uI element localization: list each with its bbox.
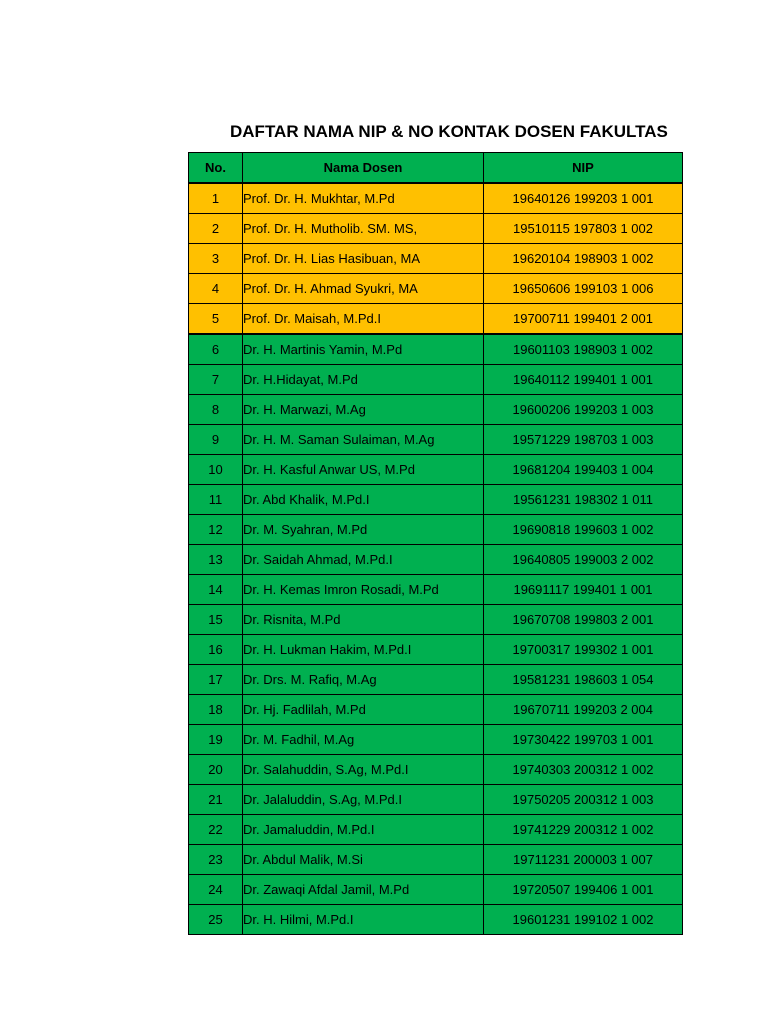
lecturer-nip: 19691117 199401 1 001 xyxy=(484,575,683,605)
table-row xyxy=(189,905,683,935)
lecturer-name: Dr. H. Hilmi, M.Pd.I xyxy=(243,905,484,935)
table-row xyxy=(189,575,683,605)
lecturer-nip: 19720507 199406 1 001 xyxy=(484,875,683,905)
lecturer-table xyxy=(188,152,683,935)
table-row xyxy=(189,304,683,335)
lecturer-nip: 19601103 198903 1 002 xyxy=(484,334,683,365)
table-row xyxy=(189,214,683,244)
row-number: 15 xyxy=(189,605,243,635)
row-number: 22 xyxy=(189,815,243,845)
table-row xyxy=(189,244,683,274)
lecturer-name: Dr. Zawaqi Afdal Jamil, M.Pd xyxy=(243,875,484,905)
row-number: 13 xyxy=(189,545,243,575)
table-row xyxy=(189,545,683,575)
row-number: 24 xyxy=(189,875,243,905)
lecturer-nip: 19681204 199403 1 004 xyxy=(484,455,683,485)
row-number: 10 xyxy=(189,455,243,485)
row-number: 19 xyxy=(189,725,243,755)
lecturer-name: Prof. Dr. H. Ahmad Syukri, MA xyxy=(243,274,484,304)
row-number: 18 xyxy=(189,695,243,725)
table-row xyxy=(189,455,683,485)
table-row xyxy=(189,695,683,725)
lecturer-name: Dr. H. Martinis Yamin, M.Pd xyxy=(243,334,484,365)
table-body xyxy=(189,183,683,935)
lecturer-name: Dr. H.Hidayat, M.Pd xyxy=(243,365,484,395)
lecturer-name: Dr. Saidah Ahmad, M.Pd.I xyxy=(243,545,484,575)
table-row xyxy=(189,845,683,875)
lecturer-nip: 19620104 198903 1 002 xyxy=(484,244,683,274)
lecturer-name: Dr. Hj. Fadlilah, M.Pd xyxy=(243,695,484,725)
table-row xyxy=(189,665,683,695)
row-number: 21 xyxy=(189,785,243,815)
lecturer-name: Dr. Salahuddin, S.Ag, M.Pd.I xyxy=(243,755,484,785)
table-row xyxy=(189,183,683,214)
row-number: 2 xyxy=(189,214,243,244)
lecturer-nip: 19640805 199003 2 002 xyxy=(484,545,683,575)
lecturer-name: Dr. H. Marwazi, M.Ag xyxy=(243,395,484,425)
table-row xyxy=(189,485,683,515)
table-row xyxy=(189,425,683,455)
table-row xyxy=(189,875,683,905)
table-row xyxy=(189,755,683,785)
lecturer-nip: 19561231 198302 1 011 xyxy=(484,485,683,515)
table-row xyxy=(189,274,683,304)
lecturer-name: Prof. Dr. Maisah, M.Pd.I xyxy=(243,304,484,335)
lecturer-name: Dr. Risnita, M.Pd xyxy=(243,605,484,635)
table-row xyxy=(189,785,683,815)
lecturer-name: Dr. Abdul Malik, M.Si xyxy=(243,845,484,875)
lecturer-name: Prof. Dr. H. Mukhtar, M.Pd xyxy=(243,183,484,214)
row-number: 9 xyxy=(189,425,243,455)
row-number: 12 xyxy=(189,515,243,545)
row-number: 1 xyxy=(189,183,243,214)
lecturer-name: Dr. H. M. Saman Sulaiman, M.Ag xyxy=(243,425,484,455)
table-row xyxy=(189,635,683,665)
lecturer-name: Dr. H. Kemas Imron Rosadi, M.Pd xyxy=(243,575,484,605)
page-title: DAFTAR NAMA NIP & NO KONTAK DOSEN FAKULTAS xyxy=(230,122,668,141)
lecturer-name: Dr. H. Kasful Anwar US, M.Pd xyxy=(243,455,484,485)
table-row xyxy=(189,725,683,755)
row-number: 17 xyxy=(189,665,243,695)
lecturer-name: Dr. Jalaluddin, S.Ag, M.Pd.I xyxy=(243,785,484,815)
row-number: 16 xyxy=(189,635,243,665)
lecturer-nip: 19670708 199803 2 001 xyxy=(484,605,683,635)
table-header-row xyxy=(189,153,683,184)
lecturer-name: Prof. Dr. H. Lias Hasibuan, MA xyxy=(243,244,484,274)
lecturer-nip: 19650606 199103 1 006 xyxy=(484,274,683,304)
row-number: 23 xyxy=(189,845,243,875)
row-number: 20 xyxy=(189,755,243,785)
lecturer-nip: 19730422 199703 1 001 xyxy=(484,725,683,755)
lecturer-name: Dr. Abd Khalik, M.Pd.I xyxy=(243,485,484,515)
header-nip: NIP xyxy=(484,153,683,184)
lecturer-name: Dr. H. Lukman Hakim, M.Pd.I xyxy=(243,635,484,665)
row-number: 5 xyxy=(189,304,243,335)
lecturer-nip: 19740303 200312 1 002 xyxy=(484,755,683,785)
lecturer-nip: 19510115 197803 1 002 xyxy=(484,214,683,244)
lecturer-nip: 19741229 200312 1 002 xyxy=(484,815,683,845)
table-row xyxy=(189,365,683,395)
header-no: No. xyxy=(189,153,243,184)
lecturer-name: Dr. Jamaluddin, M.Pd.I xyxy=(243,815,484,845)
lecturer-name: Dr. M. Syahran, M.Pd xyxy=(243,515,484,545)
lecturer-nip: 19581231 198603 1 054 xyxy=(484,665,683,695)
table-row xyxy=(189,605,683,635)
table-row xyxy=(189,815,683,845)
table-row xyxy=(189,395,683,425)
row-number: 4 xyxy=(189,274,243,304)
row-number: 6 xyxy=(189,334,243,365)
row-number: 14 xyxy=(189,575,243,605)
lecturer-name: Dr. Drs. M. Rafiq, M.Ag xyxy=(243,665,484,695)
lecturer-nip: 19700317 199302 1 001 xyxy=(484,635,683,665)
table-row xyxy=(189,515,683,545)
header-name: Nama Dosen xyxy=(243,153,484,184)
lecturer-nip: 19670711 199203 2 004 xyxy=(484,695,683,725)
row-number: 7 xyxy=(189,365,243,395)
lecturer-nip: 19750205 200312 1 003 xyxy=(484,785,683,815)
row-number: 8 xyxy=(189,395,243,425)
lecturer-nip: 19700711 199401 2 001 xyxy=(484,304,683,335)
lecturer-name: Dr. M. Fadhil, M.Ag xyxy=(243,725,484,755)
lecturer-nip: 19640126 199203 1 001 xyxy=(484,183,683,214)
row-number: 11 xyxy=(189,485,243,515)
row-number: 3 xyxy=(189,244,243,274)
lecturer-nip: 19571229 198703 1 003 xyxy=(484,425,683,455)
lecturer-nip: 19711231 200003 1 007 xyxy=(484,845,683,875)
lecturer-name: Prof. Dr. H. Mutholib. SM. MS, xyxy=(243,214,484,244)
row-number: 25 xyxy=(189,905,243,935)
lecturer-nip: 19640112 199401 1 001 xyxy=(484,365,683,395)
lecturer-nip: 19600206 199203 1 003 xyxy=(484,395,683,425)
table-row xyxy=(189,334,683,365)
lecturer-nip: 19601231 199102 1 002 xyxy=(484,905,683,935)
lecturer-nip: 19690818 199603 1 002 xyxy=(484,515,683,545)
